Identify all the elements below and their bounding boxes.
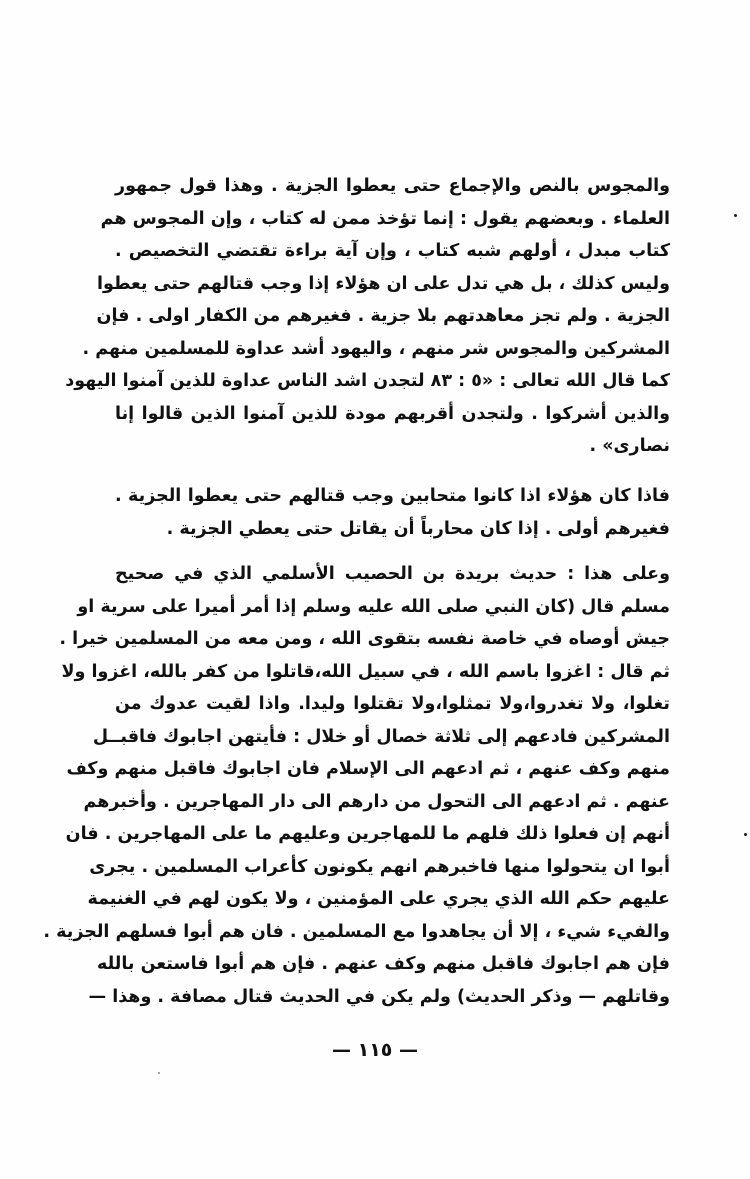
text-line: فإن هم اجابوك فاقبل منهم وكف عنهم . فإن هم أبوا فاستعن بالله: [97, 954, 670, 974]
text-line: الجزية . ولم تجز معاهدتهم بلا جزية . فغيرهم من الكفار اولى . فإن: [96, 306, 670, 326]
paragraph-1: [65, 170, 670, 463]
text-line: ثم قال : اغزوا باسم الله ، في سبيل الله،قاتلوا من كفر بالله، اغزوا ولا: [61, 661, 670, 682]
text-line: عنهم . ثم ادعهم الى التحول من دارهم الى دار المهاجرين . وأخبرهم: [83, 791, 670, 812]
paragraph-2: [115, 480, 670, 545]
text-line: نصارى» .: [589, 436, 670, 456]
scan-speck: [734, 214, 737, 217]
text-line: منهم وكف عنهم ، ثم ادعهم الى الإسلام فان اجابوك فاقبل منهم وكف: [66, 759, 670, 779]
text-line: وعلى هذا : حديث بريدة بن الحصيب الأسلمي الذي في صحيح: [115, 564, 670, 584]
text-line: كما قال الله تعالى : «٥ : ٨٣ لتجدن اشد الناس عداوة للذين آمنوا اليهود: [65, 371, 670, 391]
text-line: كتاب مبدل ، أولهم شبه كتاب ، وإن آية براءة تقتضي التخصيص .: [115, 241, 670, 261]
page-number: — ١١٥ —: [331, 1039, 419, 1061]
text-line: أبوا ان يتحولوا منها فاخبرهم انهم يكونون كأعراب المسلمين . يجرى: [89, 856, 670, 877]
text-line: فاذا كان هؤلاء اذا كانوا متحابين وجب قتالهم حتى يعطوا الجزية .: [115, 486, 670, 506]
text-line: وقاتلهم — وذكر الحديث) ولم يكن في الحديث قتال مصافة . وهذا —: [88, 986, 670, 1007]
text-line: أنهم إن فعلوا ذلك فلهم ما للمهاجرين وعليهم ما على المهاجرين . فان: [65, 824, 670, 844]
text-line: المشركين فادعهم إلى ثلاثة خصال أو خلال : فأيتهن اجابوك فاقبــل: [92, 726, 670, 747]
scan-speck: [744, 833, 747, 836]
text-line: العلماء . وبعضهم يقول : إنما تؤخذ ممن له كتاب ، وإن المجوس هم: [100, 208, 670, 229]
text-line: وليس كذلك ، بل هي تدل على ان هؤلاء إذا وجب قتالهم حتى يعطوا: [97, 273, 670, 294]
scan-speck: [158, 1072, 160, 1074]
text-line: مسلم قال (كان النبي صلى الله عليه وسلم إذا أمر أميرا على سرية او: [77, 596, 670, 617]
text-line: عليهم حكم الله الذي يجري على المؤمنين ، ولا يكون لهم في الغنيمة: [87, 889, 670, 909]
text-line: تغلوا، ولا تغدروا،ولا تمثلوا،ولا تقتلوا وليدا. واذا لقيت عدوك من: [115, 694, 670, 714]
text-line: والمجوس بالنص والإجماع حتى يعطوا الجزية . وهذا قول جمهور: [115, 176, 670, 196]
text-line: والفيء شيء ، إلا أن يجاهدوا مع المسلمين . فان هم أبوا فسلهم الجزية .: [43, 921, 670, 942]
text-line: جيش أوصاه في خاصة نفسه بتقوى الله ، ومن معه من المسلمين خيرا .: [59, 629, 670, 649]
text-line: والذين أشركوا . ولتجدن أقربهم مودة للذين آمنوا الذين قالوا إنا: [115, 403, 670, 424]
text-line: فغيرهم أولى . إذا كان محارباً أن يقاتل حتى يعطي الجزية .: [166, 518, 670, 539]
paragraph-3: [43, 558, 670, 1013]
text-line: المشركين والمجوس شر منهم ، واليهود أشد عداوة للمسلمين منهم .: [82, 338, 670, 359]
